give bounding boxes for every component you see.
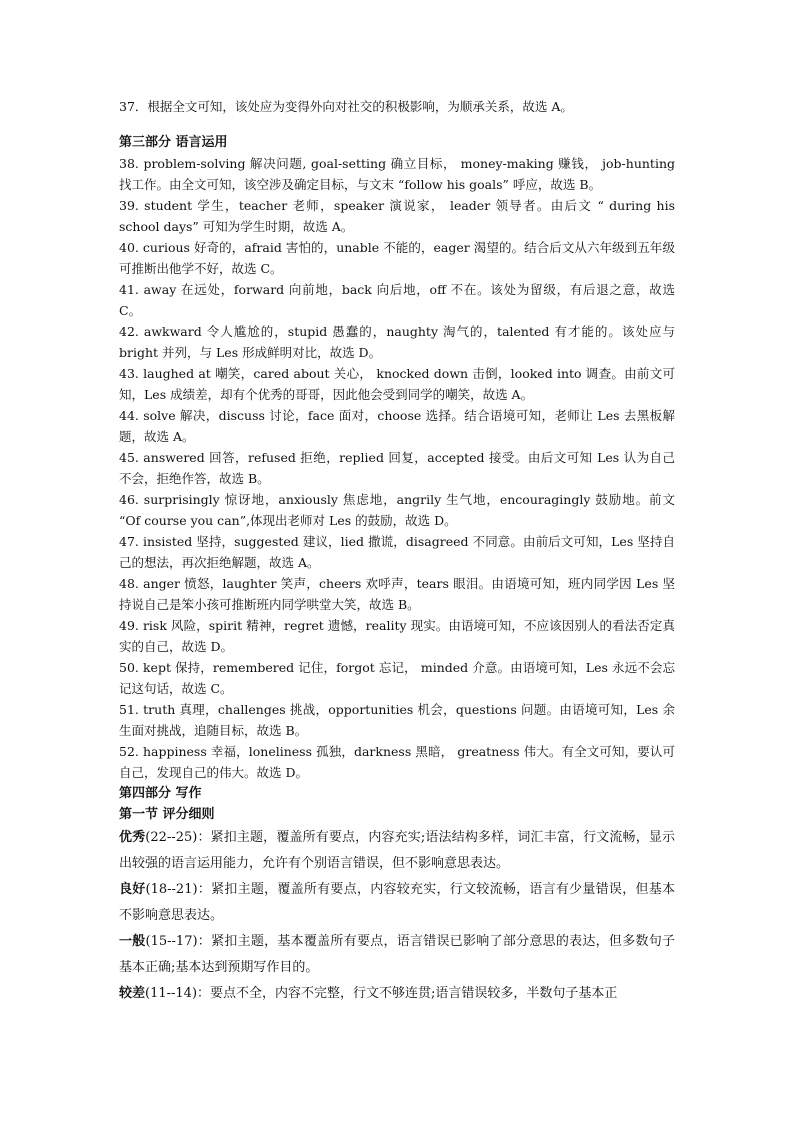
answer-51: 51. truth 真理，challenges 挑战，opportunities 机会，questions 问题。由语境可知，Les 余生面对挑战，追随目标，故选 B。: [119, 702, 675, 738]
answer-48: 48. anger 愤怒，laughter 笑声，cheers 欢呼声，tears 眼泪。由语境可知，班内同学因 Les 坚持说自己是笨小孩可推断班内同学哄堂大笑，故选 B。: [119, 576, 675, 612]
document-page: [119, 96, 675, 1007]
answer-42: 42. awkward 令人尴尬的，stupid 愚蠢的，naughty 淘气的，talented 有才能的。该处应与 bright 并列，与 Les 形成鲜明对比，故选 D。: [119, 324, 675, 360]
rubric-text: ：要点不全，内容不完整，行文不够连贯;语言错误较多，半数句子基本正: [197, 986, 618, 1001]
rubric-excellent: [119, 825, 675, 877]
rubric-level: 优秀: [119, 830, 146, 845]
rubric-level: 良好: [119, 882, 146, 897]
rubric-level: 较差: [119, 986, 146, 1001]
answer-49: 49. risk 风险，spirit 精神，regret 遗憾，reality 现实。由语境可知，不应该因别人的看法否定真实的自己，故选 D。: [119, 618, 675, 654]
answer-37: 37．根据全文可知，该处应为变得外向对社交的积极影响，为顺承关系，故选 A。: [119, 99, 573, 114]
answer-43: 43. laughed at 嘲笑，cared about 关心， knocked down 击倒，looked into 调查。由前文可知，Les 成绩差，却有个优秀的哥哥，因此他会受到同学的嘲笑，故选 A。: [119, 366, 675, 402]
rubric-range: (22--25): [145, 830, 198, 845]
rubric-good: [119, 877, 675, 929]
rubric-poor: [119, 981, 675, 1007]
answer-38: 38. problem-solving 解决问题, goal-setting 确立目标， money-making 赚钱， job-hunting 找工作。由全文可知，该空涉及确定目标，与文末 “follow his goals” 呼应，故选 B。: [119, 156, 675, 192]
answer-44: 44. solve 解决，discuss 讨论，face 面对，choose 选择。结合语境可知，老师让 Les 去黑板解题，故选 A。: [119, 408, 675, 444]
rubric-text: ：紧扣主题，基本覆盖所有要点，语言错误已影响了部分意思的表达，但多数句子基本正确;基本达到预期写作目的。: [119, 934, 675, 975]
section-4-heading: 第四部分 写作: [119, 786, 202, 801]
answer-41: 41. away 在远处，forward 向前地，back 向后地，off 不在。该处为留级，有后退之意，故选 C。: [119, 282, 675, 318]
subsection-1-heading: 第一节 评分细则: [119, 807, 215, 822]
answer-47: 47. insisted 坚持，suggested 建议，lied 撒谎，disagreed 不同意。由前后文可知，Les 坚持自己的想法，再次拒绝解题，故选 A。: [119, 534, 675, 570]
rubric-average: [119, 929, 675, 981]
answer-45: 45. answered 回答，refused 拒绝，replied 回复，accepted 接受。由后文可知 Les 认为自己不会，拒绝作答，故选 B。: [119, 450, 675, 486]
answer-40: 40. curious 好奇的，afraid 害怕的，unable 不能的，eager 渴望的。结合后文从六年级到五年级可推断出他学不好，故选 C。: [119, 240, 675, 276]
rubric-range: (11--14): [145, 986, 198, 1001]
answer-52: 52. happiness 幸福，loneliness 孤独，darkness 黑暗， greatness 伟大。有全文可知，要认可自己，发现自己的伟大。故选 D。: [119, 744, 675, 780]
rubric-text: ：紧扣主题，覆盖所有要点，内容充实;语法结构多样，词汇丰富，行文流畅，显示出较强的语言运用能力，允许有个别语言错误，但不影响意思表达。: [119, 830, 675, 871]
answer-46: 46. surprisingly 惊讶地，anxiously 焦虑地，angrily 生气地，encouragingly 鼓励地。前文 “Of course you can”,体现出老师对 Les 的鼓励，故选 D。: [119, 492, 675, 528]
section-3-heading: 第三部分 语言运用: [119, 135, 228, 150]
answer-50: 50. kept 保持，remembered 记住，forgot 忘记， minded 介意。由语境可知，Les 永远不会忘记这句话，故选 C。: [119, 660, 675, 696]
rubric-level: 一般: [119, 934, 146, 949]
rubric-range: (18--21): [145, 882, 198, 897]
rubric-range: (15--17): [145, 934, 198, 949]
answer-39: 39. student 学生，teacher 老师，speaker 演说家， leader 领导者。由后文 “ during his school days” 可知为学生时期，故选 A。: [119, 198, 675, 234]
rubric-text: ：紧扣主题，覆盖所有要点，内容较充实，行文较流畅，语言有少量错误，但基本不影响意思表达。: [119, 882, 675, 923]
